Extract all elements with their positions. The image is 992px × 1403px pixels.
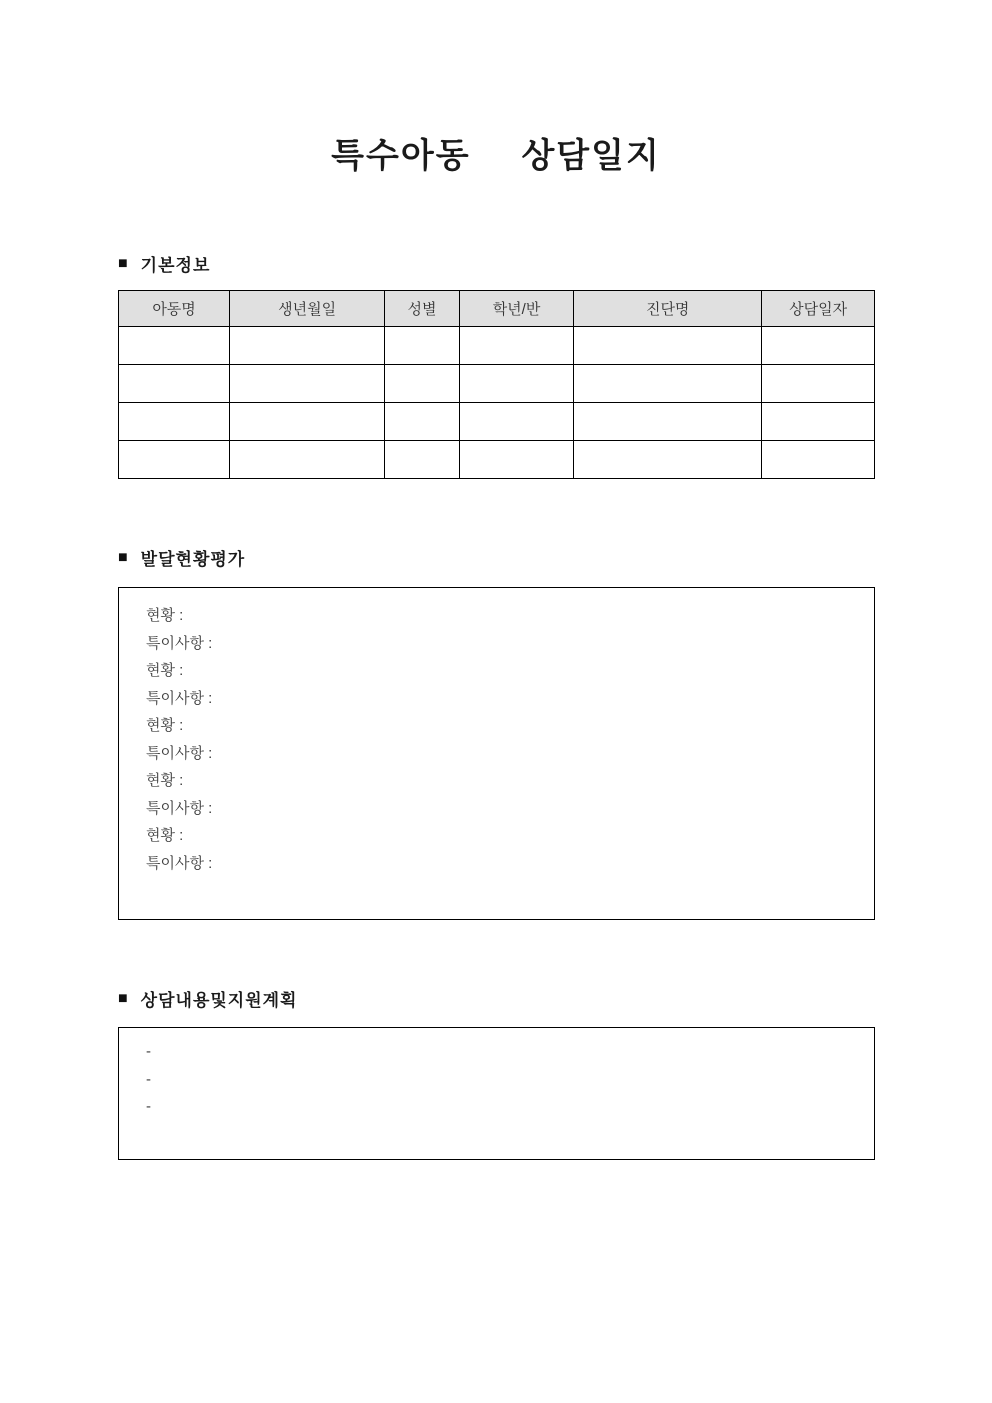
table-cell-empty xyxy=(230,441,385,479)
section-plan-label: 상담내용및지원계획 xyxy=(140,991,298,1010)
table-cell-empty xyxy=(459,327,573,365)
table-cell-empty xyxy=(574,403,762,441)
table-cell-empty xyxy=(459,365,573,403)
column-header-grade-class: 학년/반 xyxy=(459,291,573,327)
status-line: 현황 : xyxy=(146,717,184,734)
table-cell-empty xyxy=(230,327,385,365)
note-line: 특이사항 : xyxy=(146,744,213,762)
table-cell-empty xyxy=(459,441,573,479)
page-title: 특수아동 상담일지 xyxy=(331,137,661,175)
table-cell-empty xyxy=(119,441,230,479)
table-cell-empty xyxy=(574,327,762,365)
table-cell-empty xyxy=(119,365,230,403)
table-cell-empty xyxy=(459,403,573,441)
section-plan-header xyxy=(118,986,297,1011)
table-cell-empty xyxy=(574,441,762,479)
table-cell-empty xyxy=(385,441,460,479)
status-line: 현황 : xyxy=(146,827,184,844)
section-marker-icon: ■ xyxy=(118,548,129,566)
column-header-child-name: 아동명 xyxy=(119,291,230,327)
basic-info-table xyxy=(118,290,875,479)
table-header-row xyxy=(119,291,875,327)
section-marker-icon: ■ xyxy=(118,254,129,272)
note-line: 특이사항 : xyxy=(146,799,213,817)
status-line: 현황 : xyxy=(146,772,184,789)
table-row xyxy=(119,441,875,479)
table-row xyxy=(119,365,875,403)
note-line: 특이사항 : xyxy=(146,689,213,707)
table-cell-empty xyxy=(230,365,385,403)
status-line: 현황 : xyxy=(146,662,184,679)
table-cell-empty xyxy=(762,403,875,441)
status-line: 현황 : xyxy=(146,607,184,624)
table-cell-empty xyxy=(119,403,230,441)
table-cell-empty xyxy=(385,327,460,365)
table-cell-empty xyxy=(385,403,460,441)
table-cell-empty xyxy=(762,441,875,479)
section-development-label: 발달현황평가 xyxy=(140,550,246,569)
column-header-diagnosis: 진단명 xyxy=(574,291,762,327)
table-cell-empty xyxy=(762,365,875,403)
table-cell-empty xyxy=(762,327,875,365)
plan-dash-line: - xyxy=(146,1098,151,1115)
plan-dash-line: - xyxy=(146,1043,151,1060)
table-cell-empty xyxy=(230,403,385,441)
plan-dash-line: - xyxy=(146,1070,151,1088)
column-header-birth-date: 생년월일 xyxy=(230,291,385,327)
section-marker-icon: ■ xyxy=(118,989,129,1007)
table-cell-empty xyxy=(119,327,230,365)
table-row xyxy=(119,403,875,441)
column-header-gender: 성별 xyxy=(385,291,460,327)
section-basic-info-label: 기본정보 xyxy=(140,256,211,275)
table-cell-empty xyxy=(385,365,460,403)
note-line: 특이사항 : xyxy=(146,634,213,652)
column-header-counsel-date: 상담일자 xyxy=(762,291,875,327)
note-line: 특이사항 : xyxy=(146,854,213,872)
development-evaluation-box xyxy=(118,587,875,920)
table-cell-empty xyxy=(574,365,762,403)
table-row xyxy=(119,327,875,365)
section-development-header xyxy=(118,545,245,570)
section-basic-info-header xyxy=(118,251,210,276)
counseling-plan-box xyxy=(118,1027,875,1160)
